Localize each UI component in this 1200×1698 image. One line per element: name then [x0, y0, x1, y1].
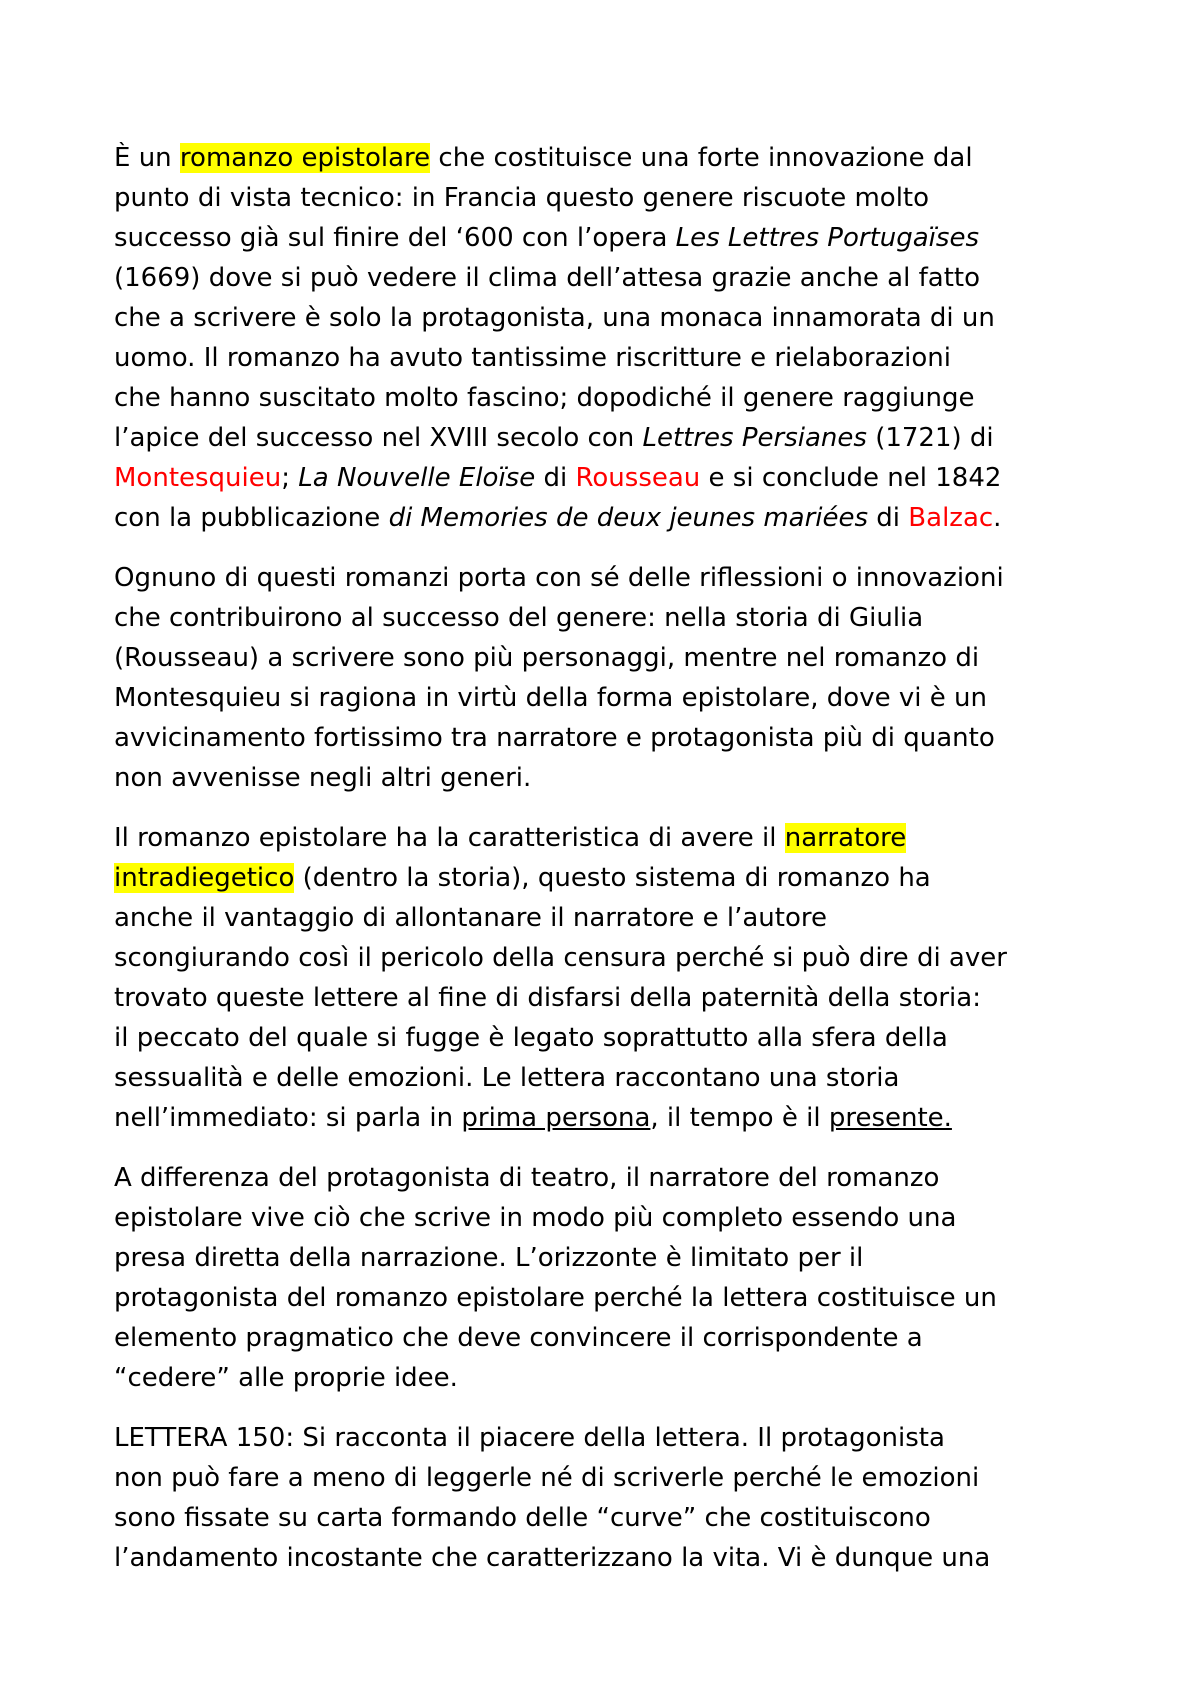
text-line: che contribuirono al successo del genere: nella storia di Giulia	[114, 603, 924, 633]
paragraph-2	[114, 558, 1104, 798]
text-line: sessualità e delle emozioni. Le lettera raccontano una storia	[114, 1063, 900, 1093]
text-line: Montesquieu si ragiona in virtù della forma epistolare, dove vi è un	[114, 683, 987, 713]
text-line: È un romanzo epistolare che costituisce una forte innovazione dal	[114, 143, 973, 173]
highlight-romanzo-epistolare: romanzo epistolare	[179, 143, 431, 173]
text-line: non può fare a meno di leggerle né di scriverle perché le emozioni	[114, 1463, 980, 1493]
text-line: elemento pragmatico che deve convincere il corrispondente a	[114, 1323, 923, 1353]
title-italic: di Memories de deux jeunes mariées	[388, 503, 869, 533]
title-italic: Lettres Persianes	[642, 423, 867, 453]
text-line: Ognuno di questi romanzi porta con sé delle riflessioni o innovazioni	[114, 563, 1004, 593]
author-name-red: Montesquieu	[114, 463, 282, 493]
text-line: l’apice del successo nel XVIII secolo con Lettres Persianes (1721) di	[114, 423, 994, 453]
text-line: (Rousseau) a scrivere sono più personaggi, mentre nel romanzo di	[114, 643, 980, 673]
text-line: (1669) dove si può vedere il clima dell’attesa grazie anche al fatto	[114, 263, 980, 293]
text-line: non avvenisse negli altri generi.	[114, 763, 532, 793]
document-page	[114, 138, 1104, 1598]
text-line: sono fissate su carta formando delle “curve” che costituiscono	[114, 1503, 931, 1533]
text-line: Il romanzo epistolare ha la caratteristica di avere il narratore	[114, 823, 907, 853]
text-line: che hanno suscitato molto fascino; dopodiché il genere raggiunge	[114, 383, 975, 413]
text-line: scongiurando così il pericolo della censura perché si può dire di aver	[114, 943, 1007, 973]
title-italic: La Nouvelle Eloïse	[298, 463, 536, 493]
text-line: l’andamento incostante che caratterizzano la vita. Vi è dunque una	[114, 1543, 991, 1573]
text-line: trovato queste lettere al fine di disfarsi della paternità della storia:	[114, 983, 981, 1013]
author-name-red: Balzac	[908, 503, 994, 533]
text-line: intradiegetico (dentro la storia), questo sistema di romanzo ha	[114, 863, 931, 893]
text-line: LETTERA 150: Si racconta il piacere della lettera. Il protagonista	[114, 1423, 945, 1453]
text-line: uomo. Il romanzo ha avuto tantissime riscritture e rielaborazioni	[114, 343, 951, 373]
text-line: punto di vista tecnico: in Francia questo genere riscuote molto	[114, 183, 930, 213]
paragraph-5	[114, 1418, 1104, 1578]
text-line: con la pubblicazione di Memories de deux jeunes mariées di Balzac.	[114, 503, 1002, 533]
text-line: il peccato del quale si fugge è legato soprattutto alla sfera della	[114, 1023, 948, 1053]
text-line: presa diretta della narrazione. L’orizzonte è limitato per il	[114, 1243, 864, 1273]
paragraph-4	[114, 1158, 1104, 1398]
highlight-narratore: narratore	[784, 823, 907, 853]
text-line: epistolare vive ciò che scrive in modo più completo essendo una	[114, 1203, 957, 1233]
text-line: Montesquieu; La Nouvelle Eloïse di Rousseau e si conclude nel 1842	[114, 463, 1002, 493]
text-line: protagonista del romanzo epistolare perché la lettera costituisce un	[114, 1283, 997, 1313]
text-line: successo già sul finire del ‘600 con l’opera Les Lettres Portugaïses	[114, 223, 979, 253]
text-line: “cedere” alle proprie idee.	[114, 1363, 458, 1393]
author-name-red: Rousseau	[575, 463, 701, 493]
text-line: avvicinamento fortissimo tra narratore e protagonista più di quanto	[114, 723, 995, 753]
paragraph-3	[114, 818, 1104, 1138]
text-line: nell’immediato: si parla in prima persona, il tempo è il presente.	[114, 1103, 952, 1133]
underlined-prima-persona: prima persona	[461, 1103, 651, 1133]
title-italic: Les Lettres Portugaïses	[675, 223, 979, 253]
text-line: A differenza del protagonista di teatro, il narratore del romanzo	[114, 1163, 940, 1193]
highlight-intradiegetico: intradiegetico	[114, 863, 295, 893]
text-line: anche il vantaggio di allontanare il narratore e l’autore	[114, 903, 827, 933]
text-line: che a scrivere è solo la protagonista, una monaca innamorata di un	[114, 303, 995, 333]
underlined-presente: presente.	[828, 1103, 952, 1133]
paragraph-1	[114, 138, 1104, 538]
